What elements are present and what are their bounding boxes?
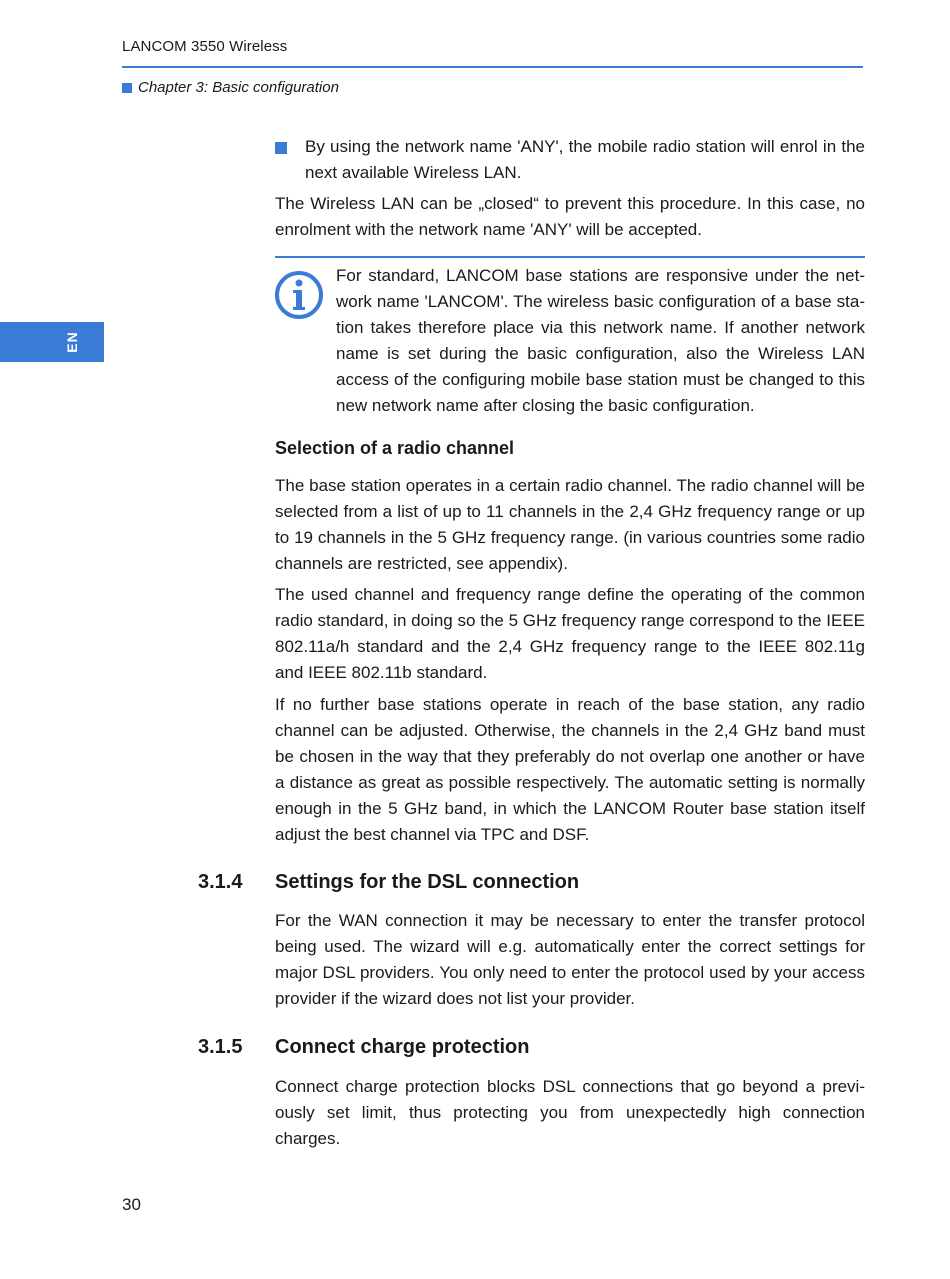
paragraph-radio-2: The used channel and frequency range define the operating of the common radio standard, in doing so the 5 GHz frequency range correspond to the IEEE 802.11a/h standard and the 2,4 GHz frequency range to the IEEE 802.11g and IEEE 802.11b standard. — [275, 585, 865, 682]
info-box-rule — [275, 256, 865, 258]
chapter-label: Chapter 3: Basic configuration — [138, 79, 339, 96]
section-title-314: Settings for the DSL connection — [275, 871, 580, 893]
section-title-315: Connect charge protection — [275, 1036, 530, 1058]
page-number: 30 — [122, 1195, 141, 1214]
running-header-title: LANCOM 3550 Wireless — [122, 38, 288, 55]
running-header-chapter — [122, 79, 339, 96]
paragraph-charge-protection: Connect charge protection blocks DSL connections that go beyond a previ-ously set limit, thus protecting you from unexpectedly high connection charges. — [275, 1077, 865, 1148]
language-tab-label: EN — [64, 331, 80, 353]
bullet-text: By using the network name 'ANY', the mobile radio station will enrol in the next available Wireless LAN. — [305, 137, 865, 182]
info-icon — [274, 270, 324, 320]
paragraph-radio-1: The base station operates in a certain radio channel. The radio channel will be selected from a list of up to 11 channels in the 2,4 GHz frequency range or up to 19 channels in the 5 GHz frequency range. (in various countries some radio channels are restricted, see appendix). — [275, 476, 865, 573]
square-bullet-icon — [122, 83, 132, 93]
paragraph-dsl: For the WAN connection it may be necessary to enter the transfer protocol being used. The wizard will e.g. automatically enter the correct settings for major DSL providers. You only need to enter the protocol used by your access provider if the wizard does not list your provider. — [275, 911, 865, 1008]
language-tab — [0, 322, 104, 362]
square-bullet-icon — [275, 142, 287, 154]
section-number-314: 3.1.4 — [198, 871, 243, 893]
paragraph-radio-3: If no further base stations operate in reach of the base station, any radio channel can be adjusted. Otherwise, the channels in the 2,4 GHz band must be chosen in the way that they preferably do not overlap one another or have a distance as great as possible respectively. The automatic setting is normally enough in the 5 GHz band, in which the LANCOM Router base station itself adjust the best channel via TPC and DSF. — [275, 695, 865, 844]
bullet-item — [275, 134, 865, 186]
section-number-315: 3.1.5 — [198, 1036, 243, 1058]
header-rule — [122, 66, 863, 68]
paragraph-closed: The Wireless LAN can be „closed“ to prevent this procedure. In this case, no enrolment with the network name 'ANY' will be accepted. — [275, 194, 865, 239]
info-note-text: For standard, LANCOM base stations are responsive under the net-work name 'LANCOM'. The wireless basic configuration of a base sta-tion takes therefore place via this network name. If another network name is set during the basic configuration, also the Wireless LAN access of the configuring mobile base station must be changed to this new network name after closing the basic configuration. — [336, 266, 865, 415]
subheading-radio-channel: Selection of a radio channel — [275, 438, 515, 458]
